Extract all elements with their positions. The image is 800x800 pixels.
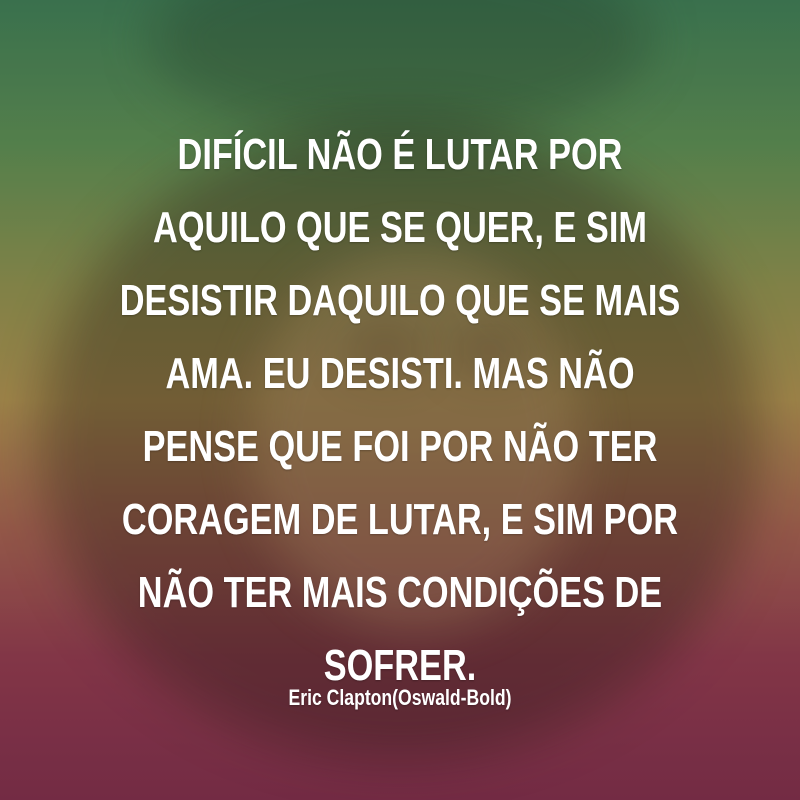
quote-text: DIFÍCIL NÃO É LUTAR POR AQUILO QUE SE QUER, E SIM DESISTIR DAQUILO QUE SE MAIS AMA. EU DESISTI. MAS NÃO PENSE QUE FOI POR NÃO TER CORAGEM DE LUTAR, E SIM POR NÃO TER MAIS CONDIÇÕES DE SOFRER. [119,130,681,690]
quote-author: Eric Clapton(Oswald-Bold) [288,685,512,710]
